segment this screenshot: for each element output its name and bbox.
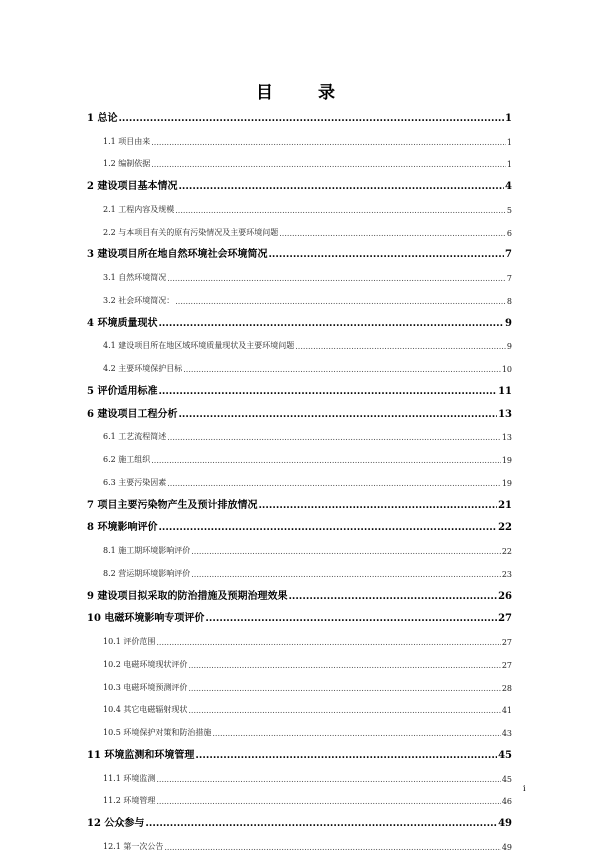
toc-entry-label: 3.1 自然环境简况 bbox=[103, 273, 167, 282]
toc-chapter-entry[interactable] bbox=[87, 808, 512, 831]
toc-leader-dots bbox=[295, 342, 506, 351]
toc-entry-page: 27 bbox=[498, 613, 512, 625]
toc-leader-dots bbox=[118, 113, 504, 124]
toc-leader-dots bbox=[175, 297, 506, 306]
toc-chapter-entry[interactable] bbox=[87, 171, 512, 194]
toc-section-entry[interactable] bbox=[87, 717, 512, 740]
toc-entry-page: 27 bbox=[501, 660, 512, 670]
page-number: i bbox=[523, 784, 526, 793]
toc-leader-dots bbox=[151, 138, 506, 147]
toc-section-entry[interactable] bbox=[87, 217, 512, 240]
toc-chapter-entry[interactable] bbox=[87, 308, 512, 331]
toc-entry-label: 5 评价适用标准 bbox=[87, 385, 158, 397]
toc-entry-label: 1.2 编制依据 bbox=[103, 159, 151, 169]
toc-entry-label: 12 公众参与 bbox=[87, 818, 145, 829]
toc-entry-label: 11 环境监测和环境管理 bbox=[87, 749, 195, 761]
toc-section-entry[interactable] bbox=[87, 626, 512, 649]
toc-entry-page: 13 bbox=[501, 433, 512, 443]
toc-entry-page: 19 bbox=[501, 456, 512, 465]
toc-section-entry[interactable] bbox=[87, 422, 512, 445]
toc-leader-dots bbox=[158, 386, 497, 397]
toc-entry-label: 3.2 社会环境简况： bbox=[103, 295, 175, 305]
toc-entry-label: 8 环境影响评价 bbox=[87, 522, 158, 534]
toc-leader-dots bbox=[167, 274, 506, 283]
toc-leader-dots bbox=[188, 706, 500, 715]
toc-section-entry[interactable] bbox=[87, 672, 512, 695]
toc-entry-label: 11.2 环境管理 bbox=[103, 796, 156, 806]
toc-chapter-entry[interactable] bbox=[87, 740, 512, 763]
toc-leader-dots bbox=[258, 500, 497, 511]
toc-entry-label: 10.4 其它电磁辐射现状 bbox=[103, 705, 188, 715]
toc-entry-page: 9 bbox=[505, 317, 512, 329]
toc-section-entry[interactable] bbox=[87, 763, 512, 786]
toc-leader-dots bbox=[167, 479, 501, 488]
toc-entry-page: 26 bbox=[498, 590, 512, 602]
toc-entry-label: 1 总论 bbox=[87, 112, 118, 124]
toc-leader-dots bbox=[151, 160, 506, 169]
toc-entry-page: 4 bbox=[505, 181, 512, 192]
toc-leader-dots bbox=[145, 818, 497, 829]
toc-entry-page: 8 bbox=[506, 296, 512, 306]
toc-entry-label: 10 电磁环境影响专项评价 bbox=[87, 613, 205, 625]
toc-entry-label: 6.3 主要污染因素 bbox=[103, 477, 167, 487]
toc-entry-label: 10.5 环境保护对策和防治措施 bbox=[103, 728, 212, 737]
toc-section-entry[interactable] bbox=[87, 331, 512, 354]
toc-entry-page: 13 bbox=[498, 408, 512, 420]
toc-entry-label: 10.3 电磁环境预测评价 bbox=[103, 682, 188, 692]
toc-entry-page: 7 bbox=[506, 274, 512, 283]
toc-entry-page: 1 bbox=[505, 112, 512, 124]
toc-entry-page: 23 bbox=[501, 569, 512, 579]
toc-leader-dots bbox=[158, 522, 497, 533]
toc-entry-label: 3 建设项目所在地自然环境社会环境简况 bbox=[87, 249, 268, 261]
toc-entry-page: 19 bbox=[501, 478, 512, 488]
toc-section-entry[interactable] bbox=[87, 126, 512, 149]
toc-entry-label: 2.2 与本项目有关的原有污染情况及主要环境问题 bbox=[103, 227, 279, 237]
toc-leader-dots bbox=[156, 775, 500, 784]
page-title: 目 录 bbox=[256, 83, 349, 103]
toc-leader-dots bbox=[151, 456, 501, 465]
toc-leader-dots bbox=[178, 181, 504, 192]
toc-leader-dots bbox=[191, 547, 501, 556]
toc-leader-dots bbox=[205, 613, 497, 624]
toc-entry-page: 21 bbox=[498, 499, 512, 511]
toc-section-entry[interactable] bbox=[87, 262, 512, 285]
toc-entry-page: 28 bbox=[501, 683, 512, 693]
toc-leader-dots bbox=[156, 638, 500, 647]
toc-section-entry[interactable] bbox=[87, 535, 512, 558]
toc-chapter-entry[interactable] bbox=[87, 103, 512, 126]
toc-section-entry[interactable] bbox=[87, 558, 512, 581]
toc-chapter-entry[interactable] bbox=[87, 376, 512, 399]
toc-chapter-entry[interactable] bbox=[87, 604, 512, 627]
toc-leader-dots bbox=[164, 843, 500, 852]
toc-entry-page: 1 bbox=[506, 137, 512, 147]
toc-entry-label: 10.1 评价范围 bbox=[103, 637, 156, 646]
toc-entry-label: 7 项目主要污染物产生及预计排放情况 bbox=[87, 499, 258, 511]
toc-entry-label: 12.1 第一次公告 bbox=[103, 841, 164, 851]
toc-section-entry[interactable] bbox=[87, 285, 512, 308]
toc-entry-page: 46 bbox=[501, 797, 512, 807]
toc-entry-page: 43 bbox=[501, 729, 512, 738]
toc-entry-page: 5 bbox=[506, 205, 512, 215]
toc-chapter-entry[interactable] bbox=[87, 513, 512, 536]
toc-leader-dots bbox=[175, 206, 506, 215]
toc-entry-page: 7 bbox=[505, 249, 512, 261]
toc-entry-page: 22 bbox=[501, 547, 512, 556]
toc-entry-label: 2.1 工程内容及规模 bbox=[103, 204, 175, 214]
toc-leader-dots bbox=[156, 797, 500, 806]
toc-entry-label: 11.1 环境监测 bbox=[103, 773, 156, 783]
toc-entry-page: 27 bbox=[501, 638, 512, 647]
toc-entry-label: 4 环境质量现状 bbox=[87, 317, 158, 329]
toc-section-entry[interactable] bbox=[87, 194, 512, 217]
toc-leader-dots bbox=[288, 591, 497, 602]
toc-leader-dots bbox=[158, 318, 504, 329]
toc-entry-page: 11 bbox=[498, 385, 512, 397]
toc-entry-label: 4.1 建设项目所在地区域环境质量现状及主要环境问题 bbox=[103, 341, 295, 351]
toc-entry-page: 49 bbox=[501, 842, 512, 852]
toc-entry-page: 49 bbox=[498, 818, 512, 829]
toc-leader-dots bbox=[268, 249, 504, 260]
toc-leader-dots bbox=[167, 433, 501, 442]
toc-chapter-entry[interactable] bbox=[87, 240, 512, 263]
toc-leader-dots bbox=[188, 661, 500, 670]
toc-entry-page: 9 bbox=[506, 342, 512, 352]
toc-entry-label: 9 建设项目拟采取的防治措施及预期治理效果 bbox=[87, 590, 288, 602]
toc-entry-label: 6.1 工艺流程简述 bbox=[103, 432, 167, 442]
toc-leader-dots bbox=[195, 750, 497, 761]
toc-leader-dots bbox=[183, 365, 501, 374]
toc-section-entry[interactable] bbox=[87, 831, 512, 854]
toc-entry-page: 45 bbox=[498, 749, 512, 761]
toc-section-entry[interactable] bbox=[87, 467, 512, 490]
toc-entry-label: 8.1 施工期环境影响评价 bbox=[103, 546, 191, 555]
toc-entry-page: 1 bbox=[506, 160, 512, 170]
toc-chapter-entry[interactable] bbox=[87, 581, 512, 604]
toc-entry-label: 10.2 电磁环境现状评价 bbox=[103, 659, 188, 669]
toc-section-entry[interactable] bbox=[87, 695, 512, 718]
toc-leader-dots bbox=[212, 729, 500, 738]
toc-entry-label: 2 建设项目基本情况 bbox=[87, 181, 178, 192]
toc-entry-label: 8.2 营运期环境影响评价 bbox=[103, 568, 191, 578]
toc-entry-label: 1.1 项目由来 bbox=[103, 136, 151, 146]
toc-entry-label: 6.2 施工组织 bbox=[103, 455, 151, 464]
toc-leader-dots bbox=[178, 409, 497, 420]
toc-leader-dots bbox=[191, 570, 501, 579]
toc-leader-dots bbox=[279, 229, 506, 238]
toc-section-entry[interactable] bbox=[87, 649, 512, 672]
toc-entry-page: 6 bbox=[506, 228, 512, 238]
toc-entry-label: 4.2 主要环境保护目标 bbox=[103, 364, 183, 373]
toc-section-entry[interactable] bbox=[87, 353, 512, 376]
toc-chapter-entry[interactable] bbox=[87, 399, 512, 422]
toc-entry-page: 41 bbox=[501, 706, 512, 716]
toc-chapter-entry[interactable] bbox=[87, 490, 512, 513]
toc-entry-label: 6 建设项目工程分析 bbox=[87, 408, 178, 420]
table-of-contents bbox=[87, 103, 512, 854]
toc-section-entry[interactable] bbox=[87, 786, 512, 809]
toc-section-entry[interactable] bbox=[87, 444, 512, 467]
toc-leader-dots bbox=[188, 684, 500, 693]
toc-entry-page: 10 bbox=[501, 365, 512, 374]
toc-entry-page: 45 bbox=[501, 774, 512, 784]
toc-entry-page: 22 bbox=[498, 522, 512, 534]
toc-section-entry[interactable] bbox=[87, 149, 512, 172]
